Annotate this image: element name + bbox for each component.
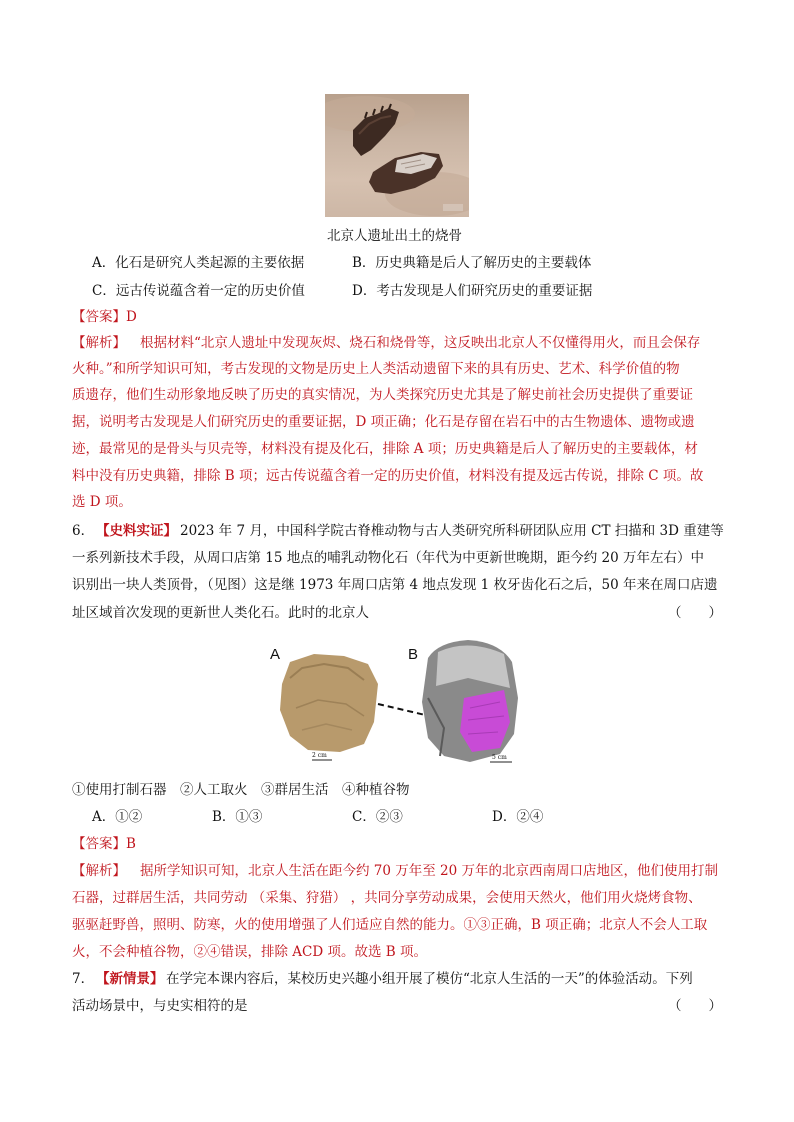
question-stem: 一系列新技术手段，从周口店第 15 地点的哺乳动物化石（年代为中更新世晚期，距今约 20 万年左右）中 xyxy=(72,550,705,566)
analysis-line: 石器，过群居生活，共同劳动 （采集、狩猎） ，共同分享劳动成果，会使用天然火，他们用火烧烤食物、 xyxy=(72,890,702,906)
question-stem: 址区域首次发现的更新世人类化石。此时的北京人 xyxy=(72,605,369,621)
analysis-line: 据所学知识可知，北京人生活在距今约 70 万年至 20 万年的北京西南周口店地区，他们使用打制 xyxy=(140,863,719,879)
skull-fossil-figure xyxy=(268,638,530,768)
question-stem: 在学完本课内容后，某校历史兴趣小组开展了模仿“北京人生活的一天”的体验活动。下列 xyxy=(166,971,693,987)
analysis-line: 质遗存，他们生动形象地反映了历史的真实情况，为人类探究历史尤其是了解史前社会历史提供了重要证 xyxy=(72,387,693,403)
scale-label-b: 5 cm xyxy=(492,754,507,761)
analysis-line: 据，说明考古发现是人们研究历史的重要证据，D 项正确；化石是存留在岩石中的古生物遗体、遗物或遗 xyxy=(72,414,695,430)
analysis-line: 选 D 项。 xyxy=(72,494,132,510)
question-number: 7． xyxy=(72,971,95,987)
question-tag: 【史料实证】 xyxy=(96,523,177,539)
analysis-line: 驱驱赶野兽，照明、防寒，火的使用增强了人们适应自然的能力。①③正确，B 项正确；北京人不会人工取 xyxy=(72,917,708,933)
option-b: B．①③ xyxy=(212,809,263,825)
figure-caption: 北京人遗址出土的烧骨 xyxy=(327,228,462,244)
option-a: A．①② xyxy=(92,809,143,825)
option-b: B．历史典籍是后人了解历史的主要载体 xyxy=(352,255,592,271)
question-stem: 2023 年 7 月，中国科学院古脊椎动物与古人类研究所科研团队应用 CT 扫描和 3D 重建等 xyxy=(180,523,724,539)
analysis-tag: 【解析】 xyxy=(72,863,126,879)
figure-label-a: A xyxy=(270,646,281,663)
burnt-bone-photo xyxy=(325,94,469,217)
option-c: C．②③ xyxy=(352,809,403,825)
question-stem: 识别出一块人类顶骨，（见图）这是继 1973 年周口店第 4 地点发现 1 枚牙齿化石之后，50 年来在周口店遗 xyxy=(72,577,718,593)
analysis-line: 火种。”和所学知识可知，考古发现的文物是历史上人类活动遗留下来的具有历史、艺术、科学价值的物 xyxy=(72,361,680,377)
question-tag: 【新情景】 xyxy=(96,971,164,987)
scale-label-a: 2 cm xyxy=(312,752,327,759)
answer-label: 【答案】B xyxy=(72,836,136,852)
analysis-line: 迹，最常见的是骨头与贝壳等，材料没有提及化石，排除 A 项；历史典籍是后人了解历史的主要载体，材 xyxy=(72,441,698,457)
skull-fossil-illustration xyxy=(268,638,530,768)
answer-blank: （ ） xyxy=(668,998,722,1014)
option-d: D．考古发现是人们研究历史的重要证据 xyxy=(352,283,593,299)
analysis-line: 火，不会种植谷物，②④错误，排除 ACD 项。故选 B 项。 xyxy=(72,944,427,960)
option-c: C．远古传说蕴含着一定的历史价值 xyxy=(92,283,305,299)
question-number: 6． xyxy=(72,523,95,539)
analysis-line: 根据材料“北京人遗址中发现灰烬、烧石和烧骨等，这反映出北京人不仅懂得用火，而且会保存 xyxy=(140,335,701,351)
option-d: D．②④ xyxy=(492,809,544,825)
option-a: A．化石是研究人类起源的主要依据 xyxy=(92,255,305,271)
burnt-bone-illustration xyxy=(325,94,469,217)
answer-label: 【答案】D xyxy=(72,309,137,325)
answer-blank: （ ） xyxy=(668,605,722,621)
figure-label-b: B xyxy=(408,646,419,663)
analysis-line: 料中没有历史典籍，排除 B 项；远古传说蕴含着一定的历史价值，材料没有提及远古传说，排除 C 项。故 xyxy=(72,468,704,484)
question-items: ①使用打制石器 ②人工取火 ③群居生活 ④种植谷物 xyxy=(72,782,410,798)
analysis-tag: 【解析】 xyxy=(72,335,126,351)
question-stem: 活动场景中，与史实相符的是 xyxy=(72,998,248,1014)
